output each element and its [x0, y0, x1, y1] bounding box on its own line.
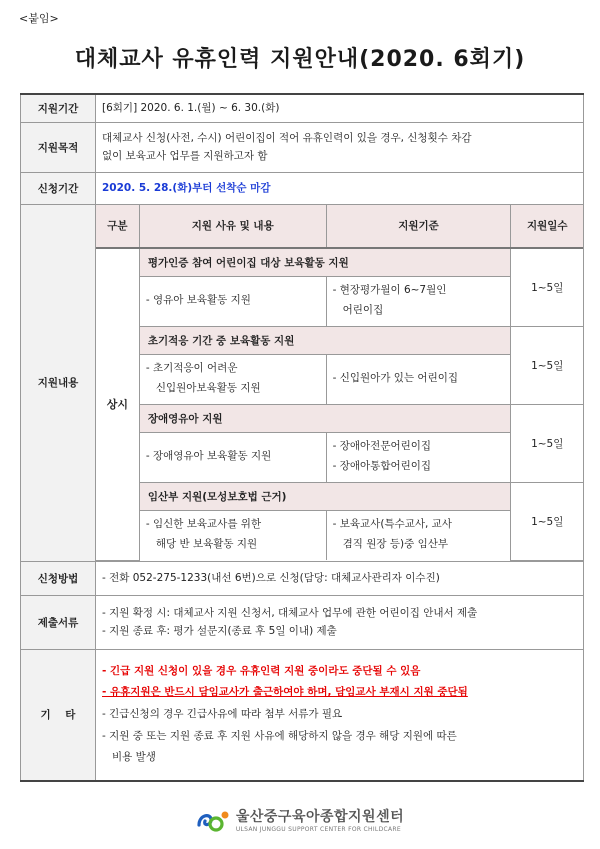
category-title: 임산부 지원(모성보호법 근거) [139, 482, 511, 510]
criteria-line: - 현장평가월이 6~7월인 [332, 284, 447, 297]
period-value: [6회기] 2020. 6. 1.(월) ~ 6. 30.(화) [96, 94, 584, 122]
category-title-row [96, 248, 583, 277]
attachment-label: <붙임> [19, 12, 59, 25]
category-title: 장애영유아 지원 [139, 404, 511, 432]
days-cell: 1~5일 [511, 248, 583, 327]
criteria-line: - 보육교사(특수교사, 교사 [332, 518, 452, 531]
category-detail-row [96, 510, 583, 560]
days-cell: 1~5일 [511, 404, 583, 482]
days-cell: 1~5일 [511, 482, 583, 560]
criteria-cell [326, 276, 511, 326]
header-reason: 지원 사유 및 내용 [139, 205, 326, 248]
warning-item: - 긴급 지원 신청이 있을 경우 유휴인력 지원 중이라도 중단될 수 있음 [102, 664, 421, 677]
purpose-line: 없이 보육교사 업무를 지원하고자 함 [102, 150, 268, 162]
support-detail [96, 204, 584, 561]
documents-item: - 지원 확정 시: 대체교사 지원 신청서, 대체교사 업무에 관한 어린이집 안내서 제출 [102, 606, 478, 619]
period-label: 지원기간 [21, 94, 96, 122]
method-row [21, 561, 584, 595]
criteria-line: 겸직 원장 등)중 임산부 [332, 538, 449, 551]
criteria-line: 어린이집 [332, 304, 384, 316]
header-criteria: 지원기준 [326, 205, 511, 248]
criteria-cell [326, 354, 511, 404]
criteria-line: - 신입원아가 있는 어린이집 [332, 372, 458, 385]
reason-line: - 임신한 보육교사를 위한 [145, 518, 262, 531]
reason-line: 신입원아보육활동 지원 [145, 382, 261, 394]
etc-row [21, 649, 584, 781]
application-period-row [21, 172, 584, 204]
page-title: 대체교사 유휴인력 지원안내(2020. 6회기) [74, 47, 526, 72]
documents-label: 제출서류 [21, 595, 96, 649]
category-detail-row [96, 432, 583, 482]
documents-value [96, 595, 584, 649]
support-table [96, 205, 583, 561]
reason-line: 해당 반 보육활동 지원 [145, 538, 258, 551]
reason-line: - 초기적응이 어려운 [145, 362, 238, 375]
category-title-row [96, 482, 583, 510]
category-title: 평가인증 참여 어린이집 대상 보육활동 지원 [139, 248, 511, 277]
documents-row [21, 595, 584, 649]
division-cell: 상시 [96, 248, 139, 561]
criteria-line: - 장애아통합어린이집 [332, 460, 432, 472]
etc-item: 비용 발생 [102, 751, 156, 764]
category-title-row [96, 326, 583, 354]
warning-item: - 유휴지원은 반드시 담임교사가 출근하여야 하며, 담임교사 부재시 지원 중단됨 [102, 686, 468, 699]
info-table [20, 93, 584, 782]
criteria-cell [326, 510, 511, 560]
category-detail-row [96, 354, 583, 404]
purpose-line: 대체교사 신청(사전, 수시) 어린이집이 적어 유휴인력이 있을 경우, 신청횟수 차감 [102, 131, 472, 144]
reason-cell [139, 276, 326, 326]
reason-line: - 영유아 보육활동 지원 [145, 294, 251, 307]
criteria-line: - 장애아전문어린이집 [332, 440, 432, 453]
header-days: 지원일수 [511, 205, 583, 248]
period-row [21, 94, 584, 122]
org-logo [196, 806, 404, 833]
method-label: 신청방법 [21, 561, 96, 595]
category-detail-row [96, 276, 583, 326]
etc-item: - 긴급신청의 경우 긴급사유에 따라 첨부 서류가 필요 [102, 707, 343, 720]
support-header-row [96, 205, 583, 248]
org-logo-icon [196, 807, 230, 833]
purpose-row [21, 122, 584, 172]
application-period-value: 2020. 5. 28.(화)부터 선착순 마감 [96, 172, 584, 204]
reason-cell [139, 354, 326, 404]
purpose-label: 지원목적 [21, 122, 96, 172]
org-name-en: ULSAN JUNGGU SUPPORT CENTER FOR CHILDCARE [235, 826, 401, 833]
support-label: 지원내용 [21, 204, 96, 561]
etc-label: 기 타 [21, 649, 96, 781]
days-cell: 1~5일 [511, 326, 583, 404]
org-name: 울산중구육아종합지원센터 [235, 809, 405, 825]
reason-cell [139, 510, 326, 560]
reason-line: - 장애영유아 보육활동 지원 [145, 450, 272, 463]
documents-item: - 지원 종료 후: 평가 설문지(종료 후 5일 이내) 제출 [102, 625, 337, 637]
support-row [21, 204, 584, 561]
etc-item: - 지원 중 또는 지원 종료 후 지원 사유에 해당하지 않을 경우 해당 지원에 따른 [102, 729, 457, 742]
method-value: - 전화 052-275-1233(내선 6번)으로 신청(담당: 대체교사관리자 이수진) [96, 561, 584, 595]
application-period-label: 신청기간 [21, 172, 96, 204]
criteria-cell [326, 432, 511, 482]
footer [0, 806, 600, 837]
header-division: 구분 [96, 205, 139, 248]
category-title: 초기적응 기간 중 보육활동 지원 [139, 326, 511, 354]
purpose-value [96, 122, 584, 172]
category-title-row [96, 404, 583, 432]
etc-value [96, 649, 584, 781]
reason-cell [139, 432, 326, 482]
